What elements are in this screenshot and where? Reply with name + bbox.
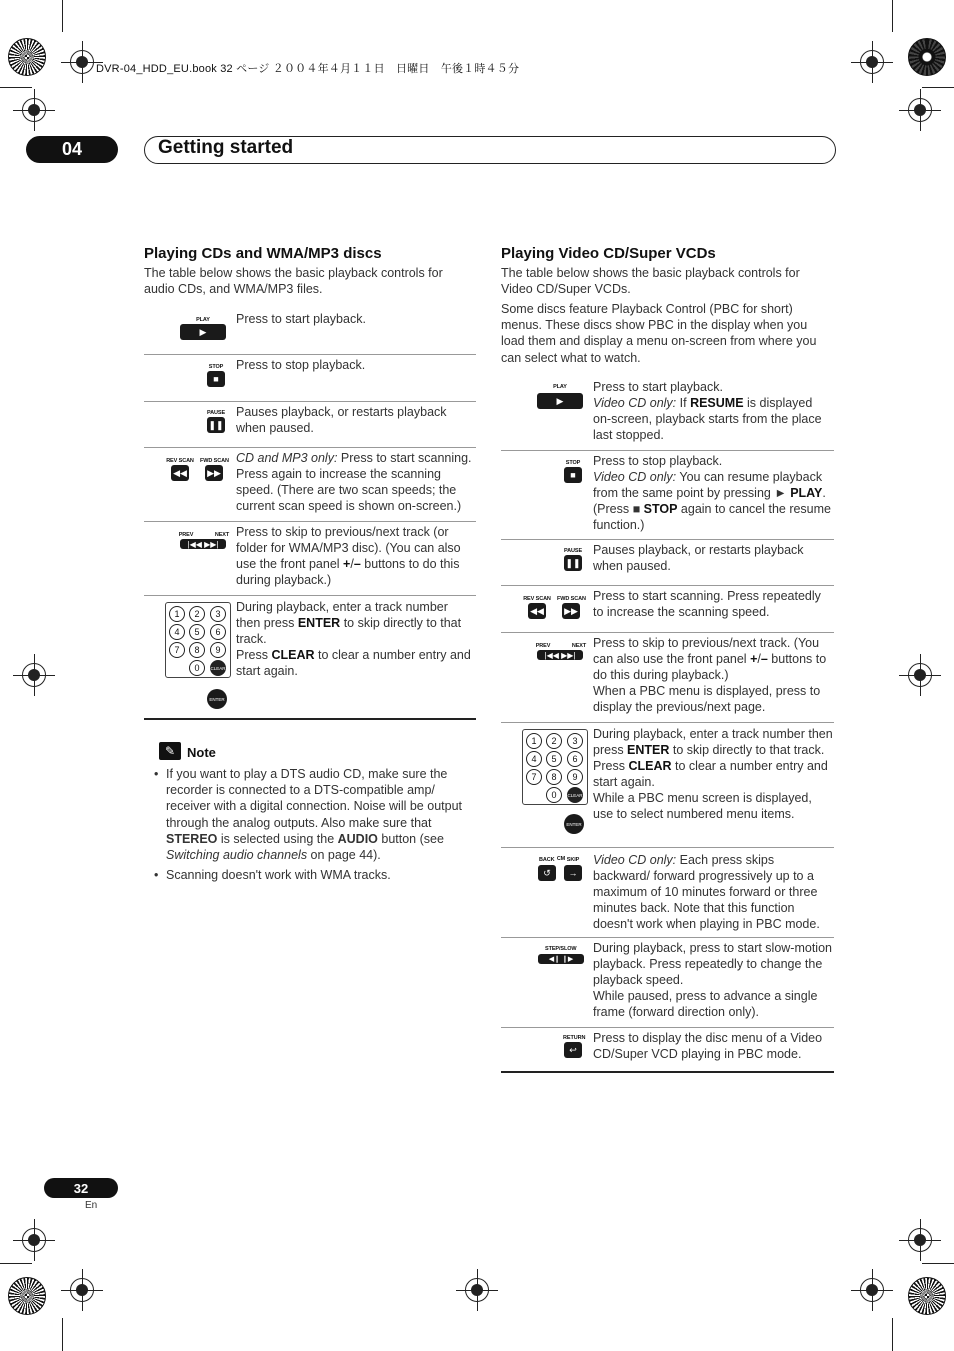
table-row	[501, 633, 834, 723]
row-description: Press to stop playback.	[236, 358, 366, 372]
crop-mark	[892, 0, 893, 32]
digit-key: 2	[546, 733, 562, 749]
prev-next-icon: |◀◀ ▶▶|	[180, 539, 226, 549]
registration-star-icon	[8, 38, 46, 76]
next-label: NEXT	[571, 643, 587, 649]
fast-forward-icon: ▶▶	[205, 465, 223, 481]
page-number: 32	[44, 1178, 118, 1198]
row-description: Press to start scanning. Press repeatedly to increase the scanning speed.	[593, 589, 821, 619]
skip-label: SKIP	[566, 857, 580, 863]
crosshair-icon	[22, 1228, 46, 1252]
stop-label: STOP	[565, 460, 581, 466]
registration-star-icon	[8, 1277, 46, 1315]
skip-forward-icon: →	[564, 865, 582, 881]
row-description: During playback, enter a track number then press ENTER to skip directly to that track. Press CLEAR to clear a number entry and start again.	[236, 600, 471, 678]
crosshair-icon	[465, 1278, 489, 1302]
digit-key: 5	[546, 751, 562, 767]
crop-mark	[62, 0, 63, 32]
page-language: En	[85, 1200, 98, 1211]
chapter-number: 04	[26, 136, 118, 163]
table-row	[501, 374, 834, 451]
crop-mark	[62, 1318, 63, 1351]
crosshair-icon	[908, 98, 932, 122]
cm-label: CM	[556, 856, 566, 862]
row-description: Press to skip to previous/next track (or folder for WMA/MP3 disc). (You can also use the front panel +/– buttons to do this during playback.)	[236, 525, 461, 587]
registration-star-icon	[908, 38, 946, 76]
row-description: Press to start playback.	[236, 312, 366, 326]
digit-key: 7	[169, 642, 185, 658]
table-row	[501, 451, 834, 540]
digit-key: 1	[169, 606, 185, 622]
rev-scan-label: REV SCAN	[166, 458, 194, 464]
table-row	[144, 596, 476, 720]
digit-key: 4	[526, 751, 542, 767]
table-row	[144, 302, 476, 355]
table-row	[501, 938, 834, 1028]
prev-label: PREV	[178, 532, 194, 538]
crosshair-icon	[860, 50, 884, 74]
return-label: RETURN	[563, 1035, 586, 1041]
crosshair-icon	[908, 1228, 932, 1252]
row-description: During playback, enter a track number then press ENTER to skip directly to that track. Press CLEAR to clear a number entry and start again. While a PBC menu screen is displayed, use to select numbered menu items.	[593, 727, 833, 821]
section-intro-cds: The table below shows the basic playback controls for audio CDs, and WMA/MP3 files.	[144, 266, 443, 297]
registration-star-icon	[908, 1277, 946, 1315]
section-title-cds: Playing CDs and WMA/MP3 discs	[144, 245, 382, 262]
digit-key: 9	[567, 769, 583, 785]
digit-key: 3	[210, 606, 226, 622]
numpad-icon	[165, 602, 231, 678]
step-slow-label: STEP/SLOW	[545, 946, 577, 952]
crosshair-icon	[70, 50, 94, 74]
rewind-icon: ◀◀	[171, 465, 189, 481]
digit-key: 9	[210, 642, 226, 658]
clear-key: CLEAR	[567, 787, 583, 803]
fwd-scan-label: FWD SCAN	[200, 458, 229, 464]
cd-controls-table	[144, 302, 476, 722]
digit-key: 8	[189, 642, 205, 658]
table-row	[501, 848, 834, 938]
table-row	[501, 586, 834, 633]
row-description: During playback, press to start slow-motion playback. Press repeatedly to change the playback speed. While paused, press to advance a single frame (forward direction only).	[593, 941, 832, 1019]
pencil-icon: ✎	[159, 742, 181, 760]
skip-back-icon: ↺	[538, 865, 556, 881]
digit-key: 7	[526, 769, 542, 785]
crosshair-icon	[860, 1278, 884, 1302]
row-description: Video CD only: Each press skips backward/ forward progressively up to a maximum of 10 minutes forward or three minutes back. Note that this function doesn't work when playing in PBC mode.	[593, 853, 820, 931]
pause-label: PAUSE	[563, 548, 583, 554]
play-icon: ▶	[537, 393, 583, 409]
section-intro-pbc: Some discs feature Playback Control (PBC for short) menus. These discs show PBC in the display when you load them and display a menu on-screen from where you can select what to watch.	[501, 302, 817, 365]
digit-key: 3	[567, 733, 583, 749]
table-row	[144, 355, 476, 402]
row-description: Press to stop playback. Video CD only: You can resume playback from the same point by pressing ► PLAY. (Press ■ STOP again to cancel the resume function.)	[593, 454, 832, 532]
digit-key: 0	[546, 787, 562, 803]
fwd-scan-label: FWD SCAN	[557, 596, 586, 602]
row-description: Press to display the disc menu of a Video CD/Super VCD playing in PBC mode.	[593, 1031, 823, 1061]
next-label: NEXT	[214, 532, 230, 538]
numpad-icon	[522, 729, 588, 805]
row-description: CD and MP3 only: Press to start scanning. Press again to increase the scanning speed. (There are two scan speeds; the current scan speed is shown on-screen.)	[236, 451, 472, 513]
prev-label: PREV	[535, 643, 551, 649]
row-description: Pauses playback, or restarts playback when paused.	[236, 405, 447, 435]
digit-key: 0	[189, 660, 205, 676]
stop-icon: ■	[564, 467, 582, 483]
fast-forward-icon: ▶▶	[562, 603, 580, 619]
enter-icon: ENTER	[564, 814, 584, 834]
play-icon: ▶	[180, 324, 226, 340]
stop-icon: ■	[207, 371, 225, 387]
table-row	[501, 723, 834, 848]
pause-icon: ❚❚	[564, 555, 582, 571]
table-row	[144, 448, 476, 522]
note-title: Note	[187, 745, 216, 760]
digit-key: 4	[169, 624, 185, 640]
row-description: Press to start playback. Video CD only: If RESUME is displayed on-screen, playback starts from the place last stopped.	[593, 380, 822, 442]
crosshair-icon	[22, 663, 46, 687]
chapter-title: Getting started	[158, 137, 294, 158]
table-row	[501, 1028, 834, 1073]
section-title-vcd: Playing Video CD/Super VCDs	[501, 245, 716, 262]
prev-next-icon: |◀◀ ▶▶|	[537, 650, 583, 660]
crop-mark	[922, 1263, 954, 1264]
step-slow-icon: ◀❙ ❙▶	[538, 954, 584, 964]
note-list	[144, 766, 474, 887]
crop-mark	[0, 1263, 32, 1264]
play-label: PLAY	[553, 384, 567, 390]
crosshair-icon	[908, 663, 932, 687]
digit-key: 6	[210, 624, 226, 640]
digit-key: 8	[546, 769, 562, 785]
row-description: Pauses playback, or restarts playback when paused.	[593, 543, 804, 573]
enter-icon: ENTER	[207, 689, 227, 709]
crop-mark	[922, 87, 954, 88]
crop-mark	[0, 87, 32, 88]
return-icon: ↩	[564, 1042, 582, 1058]
digit-key: 6	[567, 751, 583, 767]
rev-scan-label: REV SCAN	[523, 596, 551, 602]
file-header: DVR-04_HDD_EU.book 32 ページ ２００４年４月１１日 日曜日 午後１時４５分	[96, 63, 520, 75]
back-label: BACK	[539, 857, 555, 863]
table-row	[144, 402, 476, 448]
pause-icon: ❚❚	[207, 417, 225, 433]
digit-key: 5	[189, 624, 205, 640]
pause-label: PAUSE	[206, 410, 226, 416]
stop-label: STOP	[208, 364, 224, 370]
section-intro-vcd: The table below shows the basic playback controls for Video CD/Super VCDs.	[501, 266, 800, 297]
clear-key: CLEAR	[210, 660, 226, 676]
play-label: PLAY	[196, 317, 210, 323]
list-item: • Scanning doesn't work with WMA tracks.	[144, 867, 474, 883]
crop-mark	[892, 1318, 893, 1351]
table-row	[144, 522, 476, 596]
digit-key: 2	[189, 606, 205, 622]
list-item: • If you want to play a DTS audio CD, make sure the recorder is connected to a DTS-compatible amp/ receiver with a digital connection. Noise will be output through the analog outputs. Also make sure that STEREO is selected using the AUDIO button (see Switching audio channels on page 44).	[144, 766, 474, 863]
vcd-controls-table	[501, 374, 834, 1074]
crosshair-icon	[70, 1278, 94, 1302]
digit-key: 1	[526, 733, 542, 749]
crosshair-icon	[22, 98, 46, 122]
row-description: Press to skip to previous/next track. (You can also use the front panel +/– buttons to do this during playback.) When a PBC menu is displayed, press to display the previous/next page.	[593, 636, 827, 714]
rewind-icon: ◀◀	[528, 603, 546, 619]
table-row	[501, 540, 834, 586]
